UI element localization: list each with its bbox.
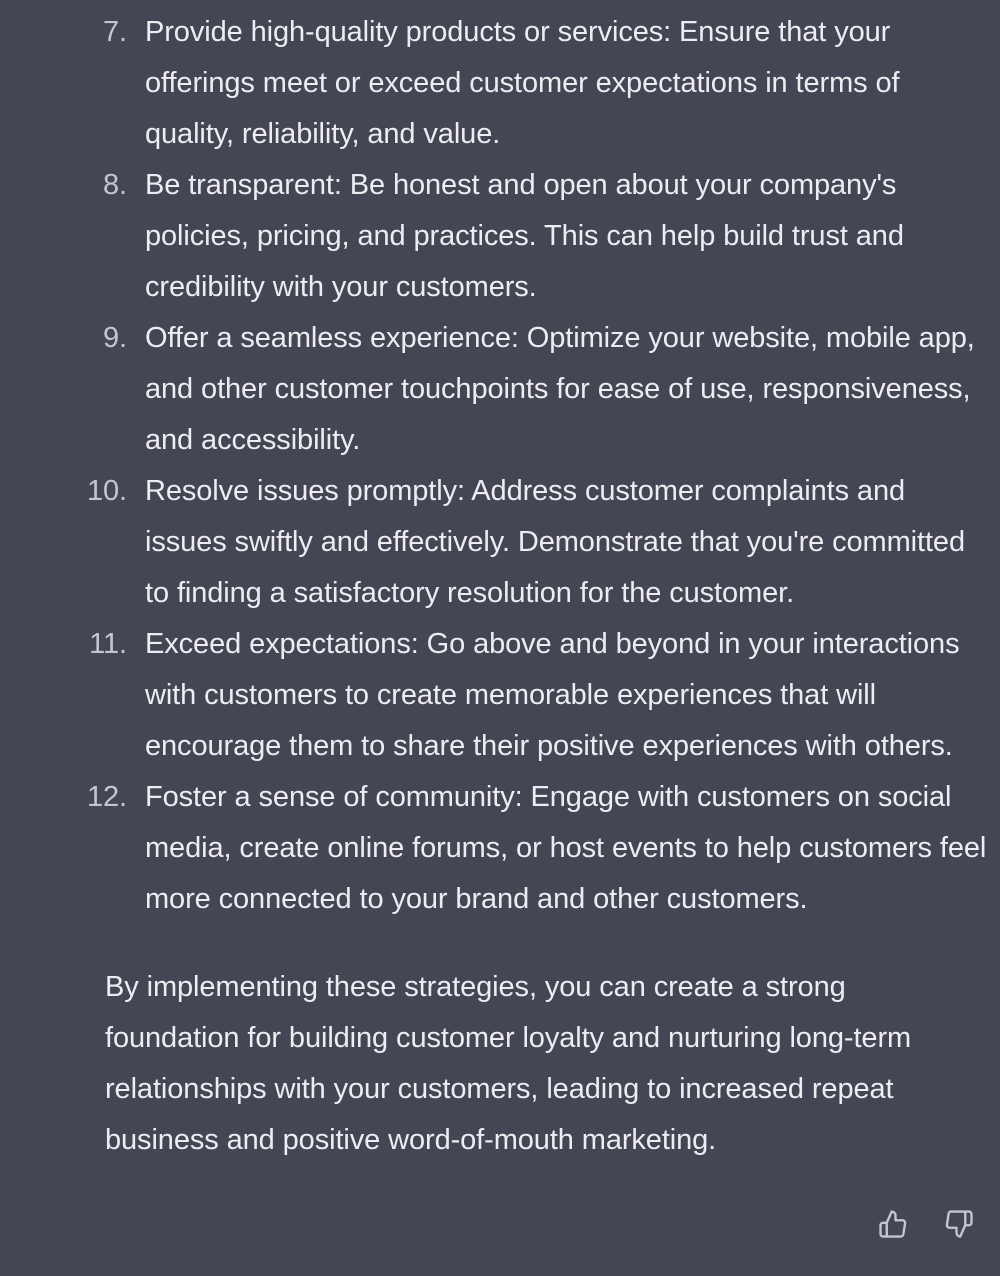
list-item-text: Be transparent: Be honest and open about your company's policies, pricing, and practices. This can help build trust and credibility with your customers. [145,169,904,303]
thumbs-down-icon [944,1209,974,1239]
list-number: 11. [89,628,127,660]
list-item [0,772,1000,925]
list-number: 10. [86,475,127,507]
list-item-text: Foster a sense of community: Engage with customers on social media, create online forums, or host events to help customers feel more connected to your brand and other customers. [145,781,987,915]
conclusion-paragraph: By implementing these strategies, you can create a strong foundation for building customer loyalty and nurturing long-term relationships with your customers, leading to increased repeat business and positive word-of-mouth marketing. [105,971,912,1156]
list-number: 12. [86,781,127,813]
list-item [0,160,1000,313]
feedback-buttons [876,1205,976,1243]
thumbs-up-button[interactable] [876,1205,910,1243]
list-item [0,619,1000,772]
list-number: 7. [103,16,127,48]
list-item [0,466,1000,619]
list-item-text: Offer a seamless experience: Optimize your website, mobile app, and other customer touchpoints for ease of use, responsiveness, and accessibility. [145,322,975,456]
thumbs-up-icon [878,1209,908,1239]
list-number: 9. [103,322,127,354]
list-item [0,313,1000,466]
thumbs-down-button[interactable] [942,1205,976,1243]
list-item-text: Provide high-quality products or services: Ensure that your offerings meet or exceed customer expectations in terms of quality, reliability, and value. [145,16,900,150]
list-item [0,7,1000,160]
list-number: 8. [103,169,127,201]
list-item-text: Exceed expectations: Go above and beyond in your interactions with customers to create memorable experiences that will encourage them to share their positive experiences with others. [145,628,960,762]
list-item-text: Resolve issues promptly: Address customer complaints and issues swiftly and effectively. Demonstrate that you're committed to finding a satisfactory resolution for the customer. [145,475,965,609]
numbered-list [0,7,1000,925]
